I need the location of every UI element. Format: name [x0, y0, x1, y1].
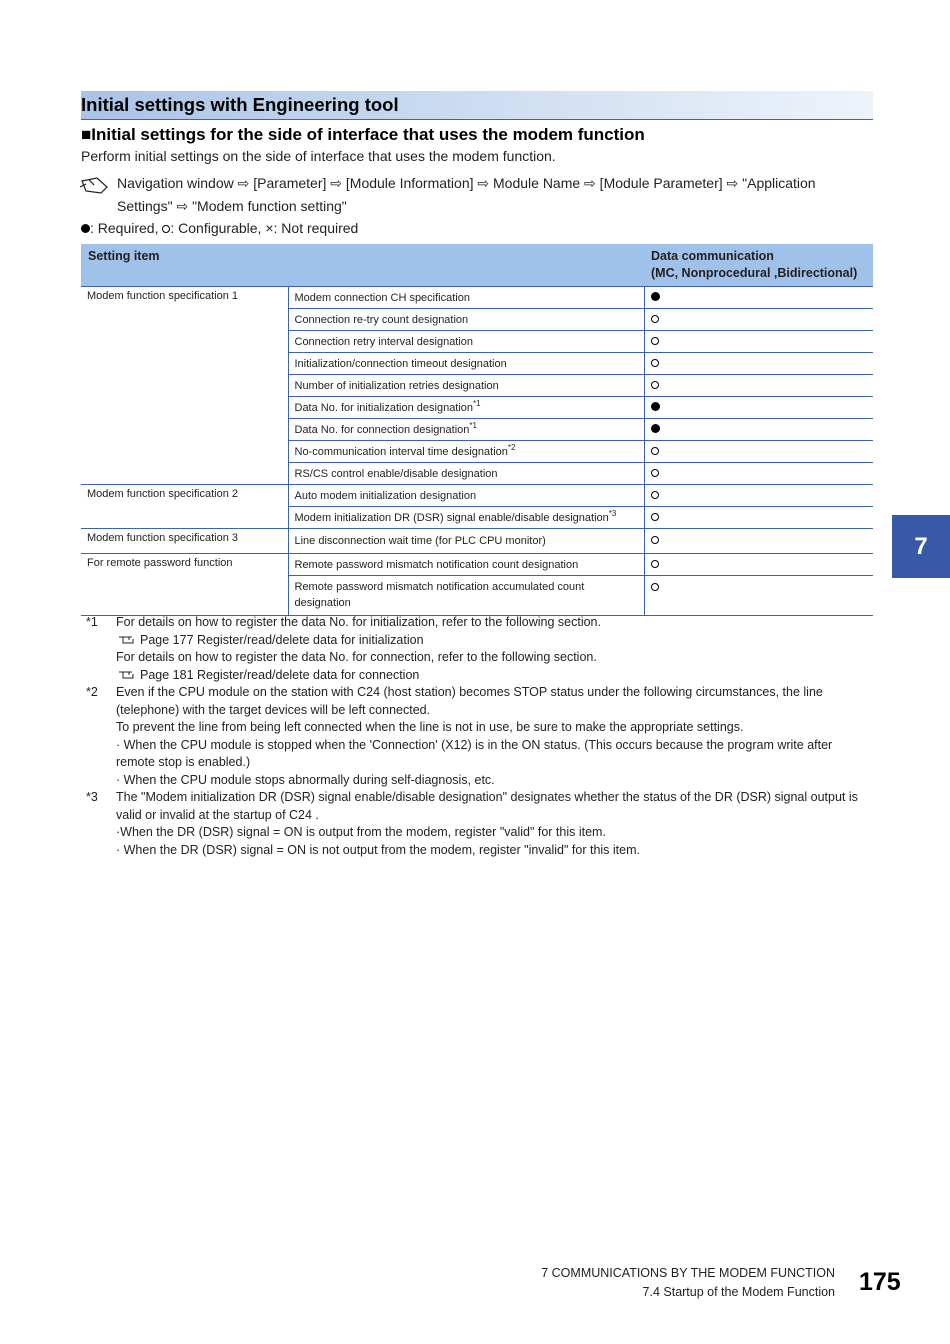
value-cell [644, 331, 873, 353]
configurable-circle-icon [651, 469, 659, 477]
legend-required: : Required, [90, 220, 159, 236]
value-cell [644, 309, 873, 331]
navigation-path-line1: Navigation window ⇨ [Parameter] ⇨ [Module Information] ⇨ Module Name ⇨ [Module Parameter] ⇨ "Application [117, 175, 816, 191]
required-dot-icon [651, 424, 660, 433]
not-required-cross-icon: × [265, 220, 274, 236]
pointing-hand-icon [118, 668, 140, 680]
value-cell [644, 507, 873, 529]
section-title: Initial settings with Engineering tool [81, 94, 399, 115]
configurable-circle-icon [651, 536, 659, 544]
footer-section: 7.4 Startup of the Modem Function [642, 1285, 835, 1299]
chapter-tab[interactable]: 7 [892, 515, 950, 578]
table-row [81, 554, 873, 576]
header-data-communication [644, 244, 873, 287]
table-row [81, 485, 873, 507]
header-data-line2: (MC, Nonprocedural ,Bidirectional) [651, 266, 858, 280]
setting-item: Auto modem initialization designation [288, 485, 644, 507]
legend [81, 220, 358, 236]
group-label: For remote password function [81, 554, 288, 616]
page-reference[interactable]: Page 181 Register/read/delete data for connection [116, 667, 881, 685]
required-dot-icon [81, 224, 90, 233]
page-number: 175 [859, 1268, 901, 1296]
page-reference[interactable]: Page 177 Register/read/delete data for initialization [116, 632, 881, 650]
setting-item: Remote password mismatch notification count designation [288, 554, 644, 576]
pointing-hand-icon [118, 633, 140, 645]
configurable-circle-icon [651, 583, 659, 591]
setting-item: Number of initialization retries designation [288, 375, 644, 397]
group-label: Modem function specification 2 [81, 485, 288, 529]
setting-item: Modem connection CH specification [288, 287, 644, 309]
footnote-ref: *3 [608, 508, 617, 518]
value-cell [644, 485, 873, 507]
configurable-circle-icon [651, 359, 659, 367]
setting-item: Initialization/connection timeout designation [288, 353, 644, 375]
value-cell [644, 375, 873, 397]
setting-item: Connection retry interval designation [288, 331, 644, 353]
configurable-circle-icon [651, 560, 659, 568]
setting-item: Connection re-try count designation [288, 309, 644, 331]
setting-item: Modem initialization DR (DSR) signal enable/disable designation$^{*3}$ [288, 507, 644, 529]
settings-table [81, 244, 873, 616]
header-setting-item: Setting item [81, 244, 644, 287]
value-cell [644, 287, 873, 309]
legend-not-required: : Not required [273, 220, 359, 236]
subsection-title: ■Initial settings for the side of interface that uses the modem function [81, 125, 645, 144]
footnote-ref: *1 [469, 420, 477, 430]
table-header [81, 244, 873, 287]
value-cell [644, 353, 873, 375]
footnote-2: *2 Even if the CPU module on the station with C24 (host station) becomes STOP status under the following circumstances, the line (telephone) with the target devices will be left connected. To prevent the line from being left connected when the line is not in use, be sure to make the appropriate settings. · When the CPU module is stopped when the 'Connection' (X12) is in the ON status. (This occurs because the program write after remote stop is enabled.) · When the CPU module stops abnormally during self-diagnosis, etc. [86, 685, 833, 787]
setting-item: Line disconnection wait time (for PLC CPU monitor) [288, 529, 644, 554]
footnotes [81, 614, 881, 859]
configurable-circle-icon [651, 381, 659, 389]
footer-chapter: 7 COMMUNICATIONS BY THE MODEM FUNCTION [541, 1266, 835, 1280]
value-cell [644, 576, 873, 616]
group-label: Modem function specification 3 [81, 529, 288, 554]
footnote-ref: *2 [507, 442, 516, 452]
setting-item: Remote password mismatch notification accumulated count designation [288, 576, 644, 616]
value-cell [644, 441, 873, 463]
header-data-line1: Data communication [651, 249, 774, 263]
required-dot-icon [651, 402, 660, 411]
mouse-pointer-icon [80, 176, 110, 196]
setting-item: Data No. for initialization designation$^{*1}$ [288, 397, 644, 419]
value-cell [644, 529, 873, 554]
configurable-circle-icon [651, 513, 659, 521]
value-cell [644, 554, 873, 576]
value-cell [644, 463, 873, 485]
value-cell [644, 419, 873, 441]
navigation-path-line2: Settings" ⇨ "Modem function setting" [117, 198, 347, 214]
value-cell [644, 397, 873, 419]
setting-item: Data No. for connection designation$^{*1}$ [288, 419, 644, 441]
footnote-1: *1 For details on how to register the data No. for initialization, refer to the following section. Page 177 Register/read/delete data for initialization For details on how to register the data No. for connection, refer to the following section. Page 181 Register/read/delete data for connection [81, 614, 881, 684]
intro-text: Perform initial settings on the side of interface that uses the modem function. [81, 148, 556, 164]
table-row [81, 529, 873, 554]
setting-item: No-communication interval time designation$^{*2}$ [288, 441, 644, 463]
group-label: Modem function specification 1 [81, 287, 288, 485]
table-row [81, 287, 873, 309]
configurable-circle-icon [651, 337, 659, 345]
configurable-circle-icon [651, 447, 659, 455]
footnote-3: *3 The "Modem initialization DR (DSR) signal enable/disable designation" designates whether the status of the DR (DSR) signal output is valid or invalid at the startup of C24 . ·When the DR (DSR) signal = ON is output from the modem, register "valid" for this item. · When the DR (DSR) signal = ON is not output from the modem, register "invalid" for this item. [86, 790, 858, 857]
setting-item: RS/CS control enable/disable designation [288, 463, 644, 485]
footnote-ref: *1 [473, 398, 481, 408]
configurable-circle-icon [651, 315, 659, 323]
configurable-circle-icon [651, 491, 659, 499]
required-dot-icon [651, 292, 660, 301]
legend-configurable: : Configurable, [170, 220, 262, 236]
